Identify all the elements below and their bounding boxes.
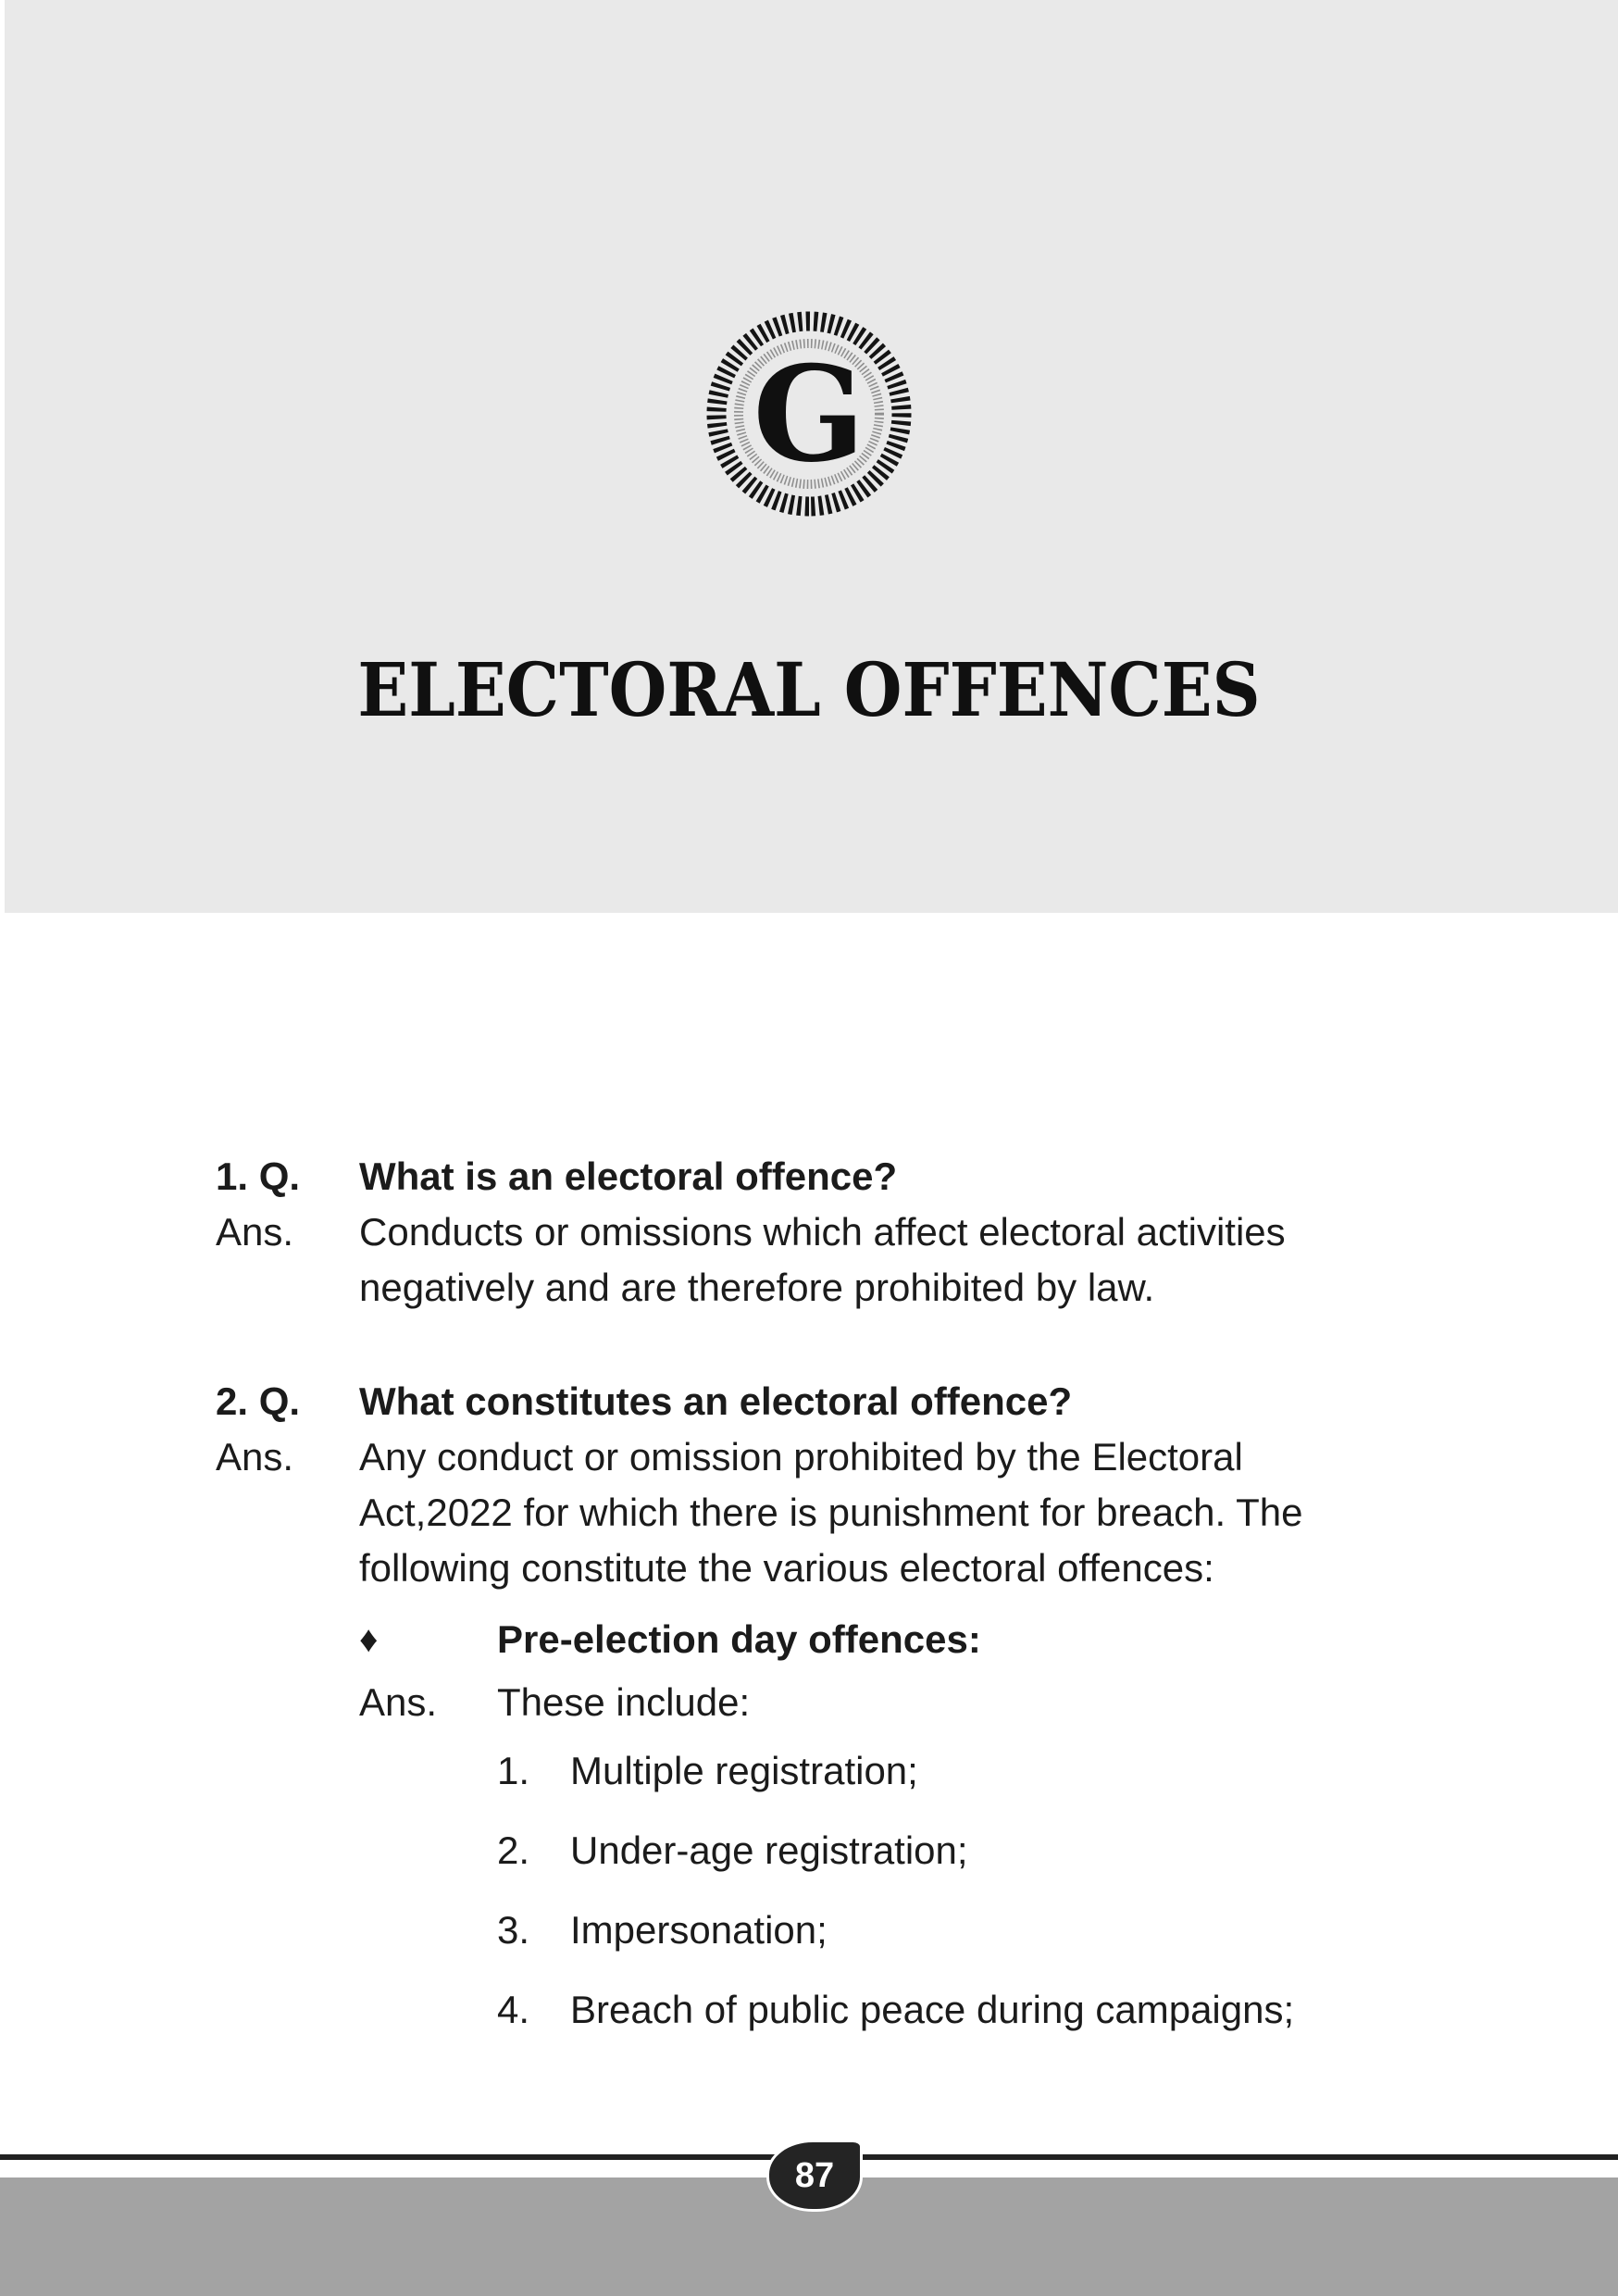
list-item — [497, 1743, 918, 1799]
sub-section-heading: Pre-election day offences: — [497, 1617, 981, 1661]
diamond-bullet-icon: ♦ — [359, 1619, 379, 1660]
chapter-title: ELECTORAL OFFENCES — [357, 646, 1261, 733]
answer-label: Ans. — [216, 1210, 294, 1254]
question-number-label: 2. Q. — [216, 1379, 301, 1423]
sub-section-heading-row — [359, 1612, 981, 1667]
list-item — [497, 1903, 828, 1958]
sub-section-answer-row — [359, 1675, 750, 1730]
answer-line: Act,2022 for which there is punishment for breach. The — [359, 1491, 1303, 1534]
seal-letter: G — [753, 338, 865, 492]
list-item-number: 3. — [497, 1908, 530, 1952]
answer-label: Ans. — [216, 1435, 294, 1479]
list-item-text: Multiple registration; — [570, 1749, 918, 1792]
list-item-number: 2. — [497, 1828, 530, 1872]
question-text: What constitutes an electoral offence? — [359, 1379, 1073, 1423]
answer-line: following constitute the various electoral offences: — [359, 1546, 1214, 1590]
list-item-text: Under-age registration; — [570, 1828, 968, 1872]
list-item-number: 1. — [497, 1749, 530, 1792]
question-number-label: 1. Q. — [216, 1154, 301, 1198]
answer-text — [359, 1204, 1465, 1316]
chapter-seal — [698, 303, 920, 525]
question-row — [216, 1374, 1465, 1429]
answer-row — [216, 1429, 1465, 1596]
list-item — [497, 1823, 968, 1878]
page-number: 87 — [794, 2156, 835, 2195]
question-text: What is an electoral offence? — [359, 1154, 898, 1198]
page-left-edge — [0, 0, 5, 913]
answer-line: negatively and are therefore prohibited by law. — [359, 1266, 1155, 1309]
list-item-text: Breach of public peace during campaigns; — [570, 1988, 1295, 2031]
answer-line: Any conduct or omission prohibited by the Electoral — [359, 1435, 1243, 1479]
answer-intro-text: These include: — [497, 1680, 751, 1724]
answer-text — [359, 1429, 1465, 1596]
question-row — [216, 1149, 1465, 1204]
qa-item-1 — [216, 1149, 1465, 1316]
answer-row — [216, 1204, 1465, 1316]
page-number-badge — [766, 2140, 863, 2212]
list-item — [497, 1982, 1294, 2038]
qa-item-2 — [216, 1374, 1465, 1596]
list-item-text: Impersonation; — [570, 1908, 828, 1952]
list-item-number: 4. — [497, 1988, 530, 2031]
answer-line: Conducts or omissions which affect electoral activities — [359, 1210, 1286, 1254]
answer-label: Ans. — [359, 1680, 438, 1724]
